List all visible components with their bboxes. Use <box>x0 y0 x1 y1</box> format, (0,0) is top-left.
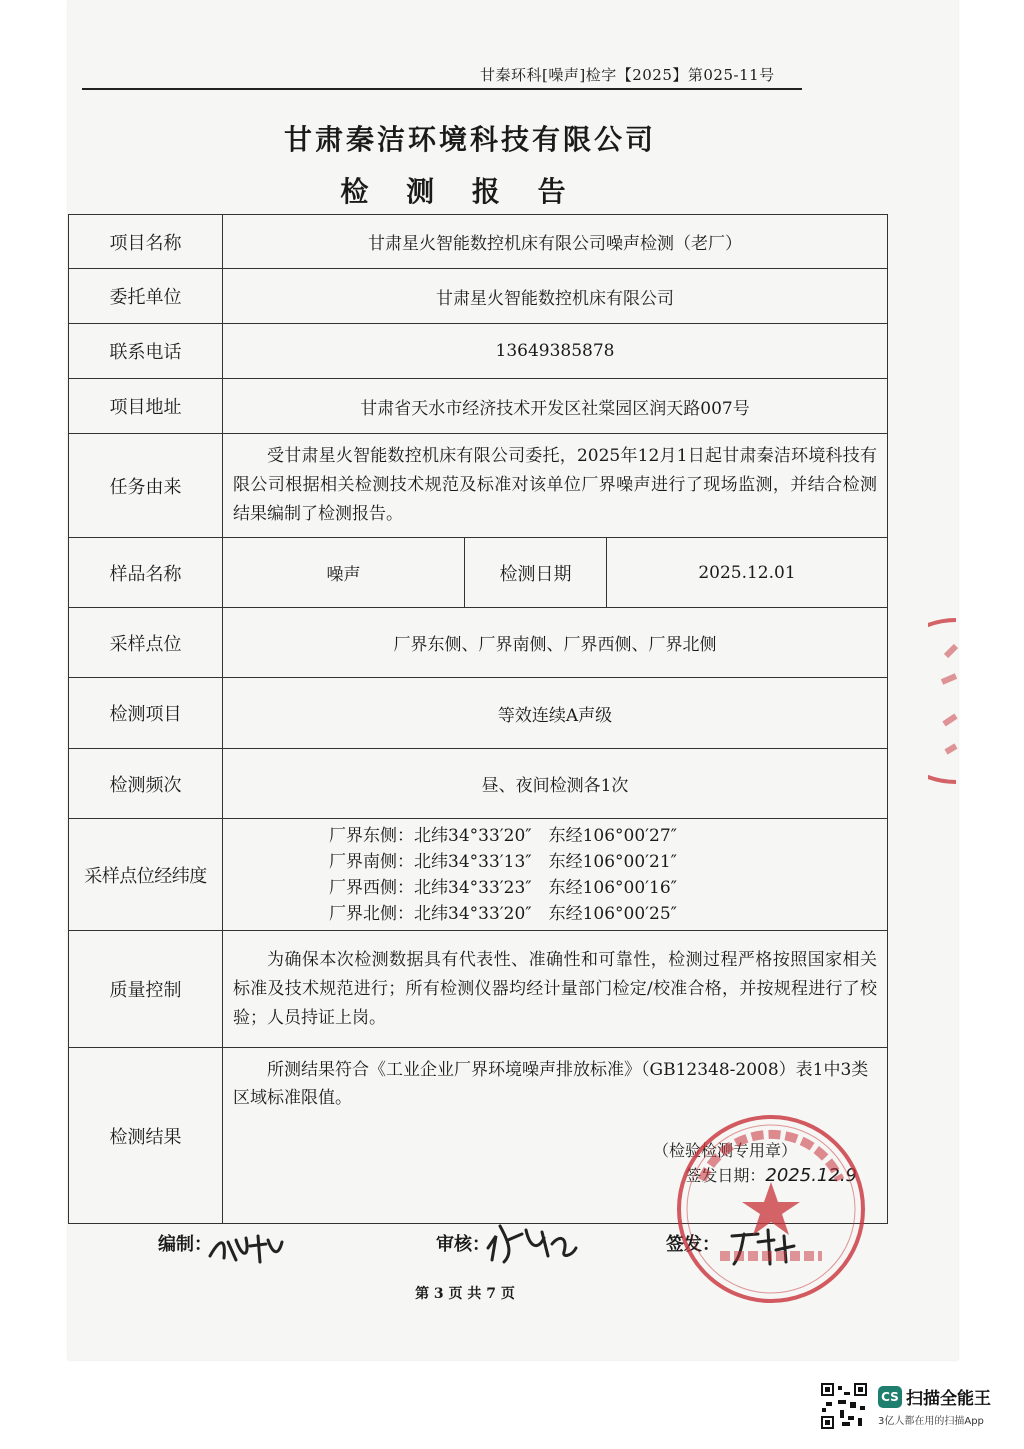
row-quality <box>69 931 888 1048</box>
compiler-label: 编制： <box>158 1234 212 1255</box>
sign-date-value: 2025.12.9 <box>765 1165 857 1186</box>
value-points: 厂界东侧、厂界南侧、厂界西侧、厂界北侧 <box>223 608 888 678</box>
label-result: 检测结果 <box>69 1048 223 1224</box>
value-result: 所测结果符合《工业企业厂界环境噪声排放标准》（GB12348-2008）表1中3类区域标准限值。 <box>233 1060 869 1108</box>
label-task: 任务由来 <box>69 434 223 538</box>
coord-west: 厂界西侧：北纬34°33′23″ 东经106°00′16″ <box>329 877 678 898</box>
value-client: 甘肃星火智能数控机床有限公司 <box>223 269 888 324</box>
inspection-seal <box>672 1110 870 1308</box>
label-project-name: 项目名称 <box>69 215 223 269</box>
row-phone <box>69 324 888 379</box>
coord-south: 厂界南侧：北纬34°33′13″ 东经106°00′21″ <box>329 851 678 872</box>
label-address: 项目地址 <box>69 379 223 434</box>
label-item: 检测项目 <box>69 678 223 749</box>
value-project-name: 甘肃星火智能数控机床有限公司噪声检测（老厂） <box>223 215 888 269</box>
partial-seal <box>928 616 958 786</box>
page-number: 第 3 页 共 7 页 <box>415 1286 515 1302</box>
cs-logo-icon: CS <box>878 1386 902 1408</box>
header-rule <box>82 88 802 90</box>
value-sample: 噪声 <box>223 538 465 608</box>
report-table <box>68 214 888 1224</box>
reviewer-signature <box>482 1214 582 1266</box>
label-points: 采样点位 <box>69 608 223 678</box>
report-number: 甘秦环科[噪声]检字【2025】第025-11号 <box>480 66 775 84</box>
coord-north: 厂界北侧：北纬34°33′20″ 东经106°00′25″ <box>329 903 678 924</box>
label-sample: 样品名称 <box>69 538 223 608</box>
row-client <box>69 269 888 324</box>
stamp-caption: （检验检测专用章） <box>652 1141 797 1160</box>
row-item <box>69 678 888 749</box>
row-task <box>69 434 888 538</box>
scanner-tagline: 3亿人都在用的扫描App <box>878 1416 984 1427</box>
company-name: 甘肃秦洁环境科技有限公司 <box>283 123 656 156</box>
row-frequency <box>69 749 888 819</box>
coord-east: 厂界东侧：北纬34°33′20″ 东经106°00′27″ <box>329 825 678 846</box>
row-project-name <box>69 215 888 269</box>
label-test-date: 检测日期 <box>465 538 607 608</box>
qr-code-icon <box>820 1382 868 1430</box>
label-phone: 联系电话 <box>69 324 223 379</box>
document-title: 检 测 报 告 <box>340 175 580 208</box>
label-frequency: 检测频次 <box>69 749 223 819</box>
label-client: 委托单位 <box>69 269 223 324</box>
value-address: 甘肃省天水市经济技术开发区社棠园区润天路007号 <box>223 379 888 434</box>
issuer-label: 签发： <box>666 1234 720 1255</box>
label-quality: 质量控制 <box>69 931 223 1048</box>
value-frequency: 昼、夜间检测各1次 <box>223 749 888 819</box>
scanner-watermark <box>820 1382 1010 1434</box>
sign-date-label: 签发日期： <box>685 1166 766 1185</box>
value-test-date: 2025.12.01 <box>607 538 888 608</box>
value-phone: 13649385878 <box>223 324 888 379</box>
value-task: 受甘肃星火智能数控机床有限公司委托，2025年12月1日起甘肃秦洁环境科技有限公司根据相关检测技术规范及标准对该单位厂界噪声进行了现场监测，并结合检测结果编制了检测报告。 <box>233 446 877 524</box>
row-points <box>69 608 888 678</box>
row-address <box>69 379 888 434</box>
label-coordinates: 采样点位经纬度 <box>69 819 223 931</box>
compiler-signature <box>206 1228 286 1268</box>
row-sample <box>69 538 888 608</box>
value-quality: 为确保本次检测数据具有代表性、准确性和可靠性，检测过程严格按照国家相关标准及技术规范进行；所有检测仪器均经计量部门检定/校准合格，并按规程进行了校验；人员持证上岗。 <box>233 949 877 1028</box>
scanner-app-name: 扫描全能王 <box>906 1389 991 1409</box>
value-item: 等效连续A声级 <box>223 678 888 749</box>
row-coordinates <box>69 819 888 931</box>
reviewer-label: 审核： <box>436 1234 490 1255</box>
